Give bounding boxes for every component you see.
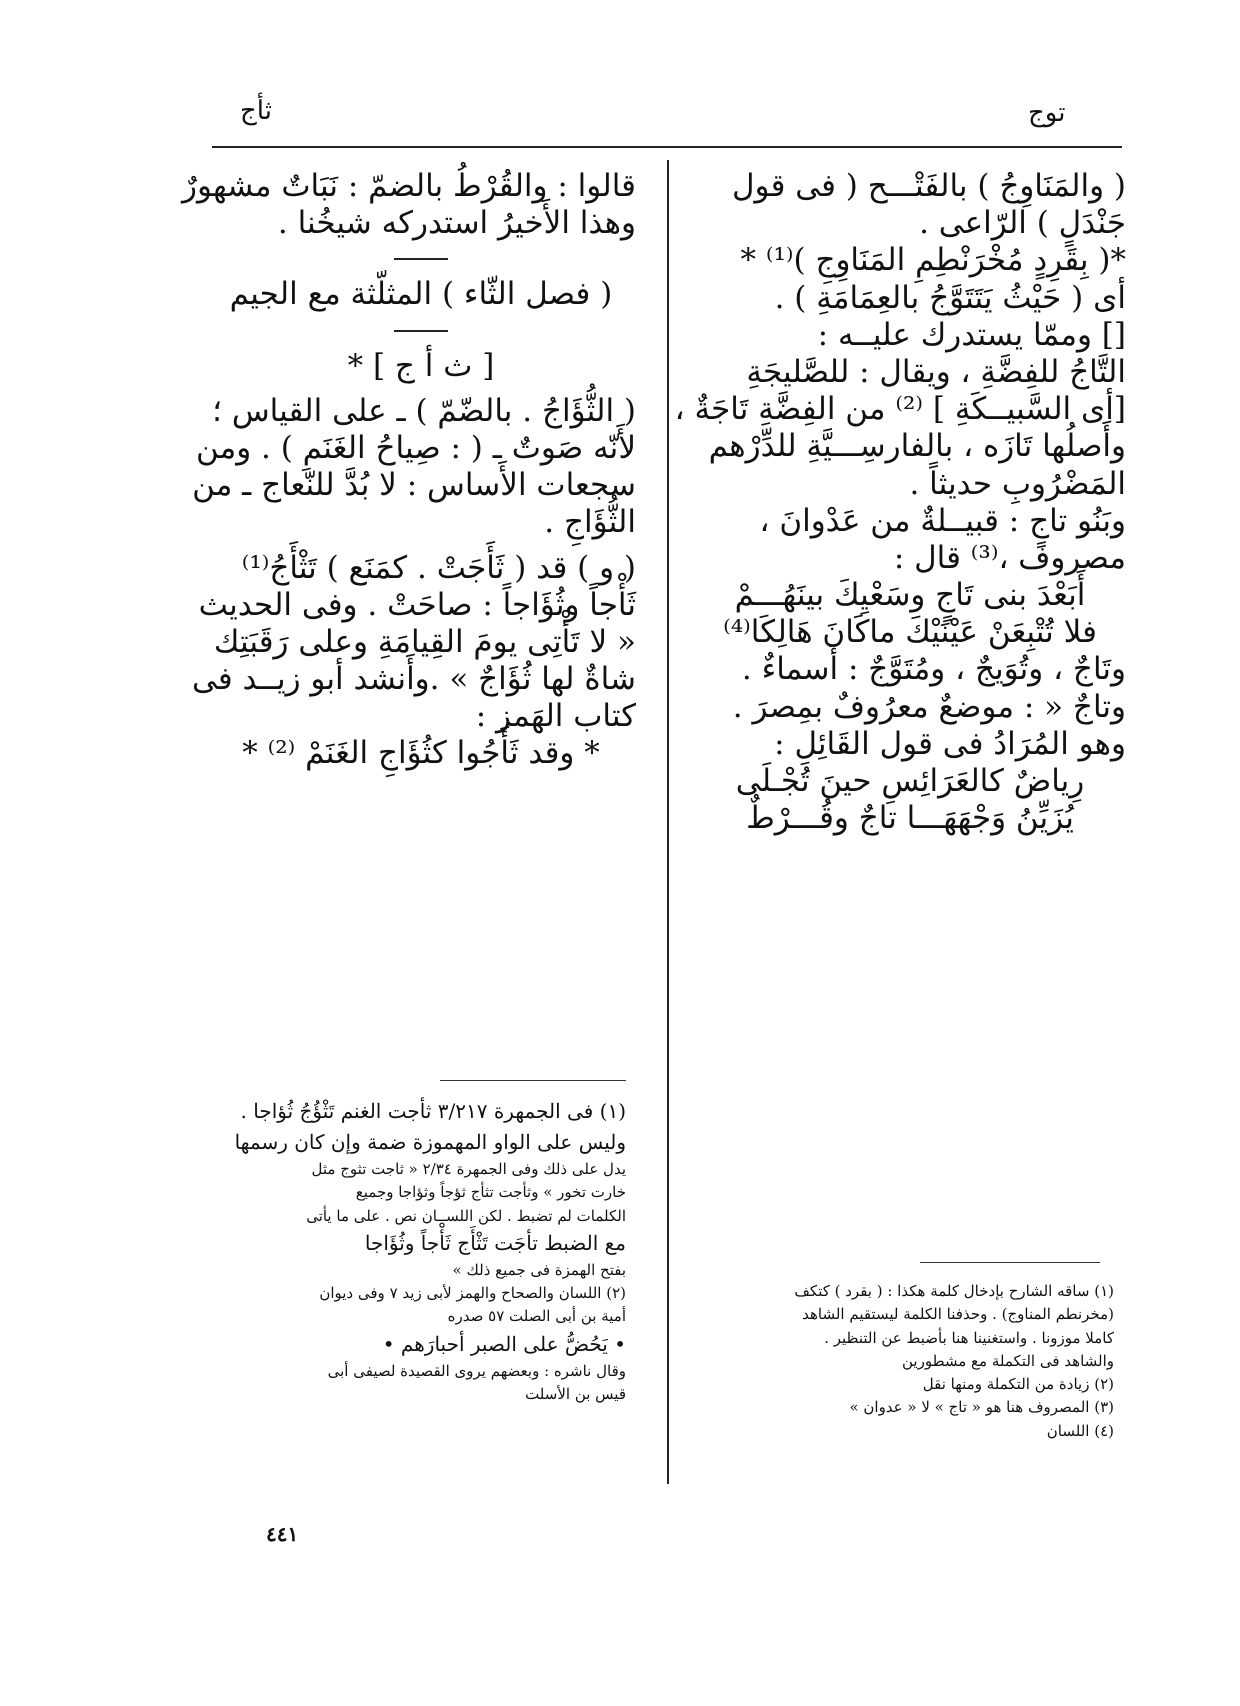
right-footnotes [694,1280,1114,1443]
page-header-right-word: توج [1028,98,1066,128]
left-line: كتاب الهَمز : [475,698,636,735]
right-line: المَضْرُوبِ حديثاً . [909,465,1126,502]
footnote-line: (١) ساقه الشارح بإدخال كلمة هكذا : ( بقرد ) كتكف [794,1282,1114,1300]
section-separator [394,330,448,332]
footnote-line: والشاهد فى التكملة مع مشطورين [901,1351,1114,1370]
poem-verse: يُزَيِّنُ وَجْهَهَـــا تاجٌ وقُـــرْطٌ [746,800,1074,837]
right-line: *( بِقَرِدٍ مُخْرَنْطِمِ المَنَاوِجِ )⁽¹⁾ * [740,242,1126,279]
right-line: ( والمَنَاوِجُ ) بالفَتْـــح ( فى قول [732,168,1126,204]
footnote-rule-right [920,1262,1100,1263]
left-line: سجعات الأَساس : لا بُدَّ للنّعاج ـ من [192,467,636,504]
right-line: [] وممّا يستدرك عليــه : [817,316,1126,353]
footnote-line: خارت تخور » وثأجت تثأج ثؤجاً وثؤاجا وجميع [355,1183,626,1202]
left-line: وهذا الأَخيرُ استدركه شيخُنا . [277,205,636,242]
footnote-rule-left [440,1080,626,1081]
left-line: شاةٌ لها ثُؤَاجٌ » .وأَنشد أبو زيــد فى [192,661,636,698]
footnote-line: الكلمات لم تضبط . لكن اللســان نص . على ما يأتى [306,1206,626,1225]
left-line: الثُّؤَاجِ . [544,504,636,541]
left-line: ثَأْجاً وثُؤَاجاً : صاحَتْ . وفى الحديث [198,586,636,623]
footnote-line: مع الضبط تأجَت تَثْأَج ثَأْجاً وثُؤَاجا [364,1230,626,1255]
right-line: التَّاجُ للفِضَّةِ ، ويقال : للصَّليجَةِ [746,353,1126,390]
footnote-line: قيس بن الأسلت [525,1384,626,1403]
left-footnotes [206,1096,626,1406]
right-line: [أى السَّبيــكَةِ ] ⁽²⁾ من الفِضَّةِ تَاجَةٌ ، [674,391,1126,428]
poem-verse: * وقد ثَأَجُوا كثُؤَاجِ الغَنَمْ ⁽²⁾ * [242,735,600,772]
section-separator [394,258,448,260]
footnote-line: (٤) اللسان [1046,1421,1114,1440]
left-line: ( و ) قد ( ثَأَجَتْ . كمَنَع ) تَثْأَجُ⁽¹⁾ [241,549,636,586]
footnote-line: (٢) زيادة من التكملة ومنها نقل [922,1375,1114,1393]
right-line: وتَاجٌ ، وتُوَيجٌ ، ومُتَوَّجٌ : أَسماءٌ . [741,651,1126,688]
footnote-line: أمية بن أبى الصلت ٥٧ صدره [447,1307,626,1326]
left-line: ( الثُّؤَاجُ . بالضّمّ ) ـ على القياس ؛ [212,392,636,429]
poem-verse: فلا تُتْبِعَنْ عَيْنَيْكَ ماكَانَ هَالِكَا⁽⁴⁾ [723,614,1097,651]
footnote-line: وقال ناشره : وبعضهم يروى القصيدة لصيفى أبى [327,1361,626,1380]
footnote-line: كاملا موزونا . واستغنينا هنا بأضبط عن التنظير . [824,1328,1114,1347]
footnote-line: وليس على الواو المهموزة ضمة وإن كان رسمها [234,1130,626,1154]
column-divider [667,160,669,1484]
left-line: « لا تَأْتِى يومَ القِيامَةِ وعلى رَقَبَتِك [213,623,636,660]
footnote-line: (٣) المصروف هنا هو « تاج » لا « عدوان » [849,1398,1114,1417]
right-line: وبَنُو تاجٍ : قبيــلةٌ من عَدْوانَ ، [759,502,1126,539]
right-line: وهو المُرَادُ فى قول القَائِلِ : [774,725,1126,762]
right-line: أى ( حَيْثُ يَتَتَوَّجُ بالعِمَامَةِ ) . [774,279,1126,316]
footnote-line: بفتح الهمزة فى جميع ذلك » [452,1260,626,1279]
footnote-line: • يَحُضُّ على الصبر أحبارَهم • [382,1331,626,1356]
left-column [181,168,636,773]
left-line: قالوا : والقُرْطُ بالضمّ : نَبَاتٌ مشهورٌ [181,168,636,204]
footnote-line: يدل على ذلك وفى الجمهرة ٢/٣٤ « ثاجت تثوج مثل [311,1160,626,1178]
right-line: مصروف ،⁽³⁾ قال : [893,539,1126,576]
right-line: وأَصلُها تَازَه ، بالفارسِـــيَّةِ للدِّرْهم [708,428,1126,465]
poem-verse: رِياضٌ كالعَرَائِسِ حينَ تُجْـلَى [735,763,1085,799]
page-header-left-word: ثأج [240,96,272,126]
right-column [674,168,1126,837]
header-rule [212,146,1122,148]
footnote-line: (١) فى الجمهرة ٣/٢١٧ ثأجت الغنم تَثْؤُجُ ثُؤاجا . [240,1099,626,1123]
footnote-line: (٢) اللسان والصحاح والهمز لأبى زيد ٧ وفى ديوان [319,1284,626,1302]
left-line: لأَنّه صَوتٌ ـ ( : صِياحُ الغَنَمِ ) . ومن [195,429,636,466]
right-line: وتاجٌ « : موضعٌ معرُوفٌ بمِصرَ . [732,688,1126,725]
right-line: جَنْدَلٍ ) الرّاعى . [919,205,1126,242]
section-title: ( فصل الثّاء ) المثلّثة مع الجيم [229,276,613,313]
entry-root: [ ث أ ج ] * [347,347,495,384]
poem-verse: أَبَعْدَ بنى تَاجٍ وسَعْيِكَ بينَهُـــمْ [734,577,1086,614]
page-number: ٤٤١ [266,1522,299,1546]
footnote-line: (مخرنطم المناوج) . وحذفنا الكلمة ليستقيم الشاهد [802,1305,1114,1324]
